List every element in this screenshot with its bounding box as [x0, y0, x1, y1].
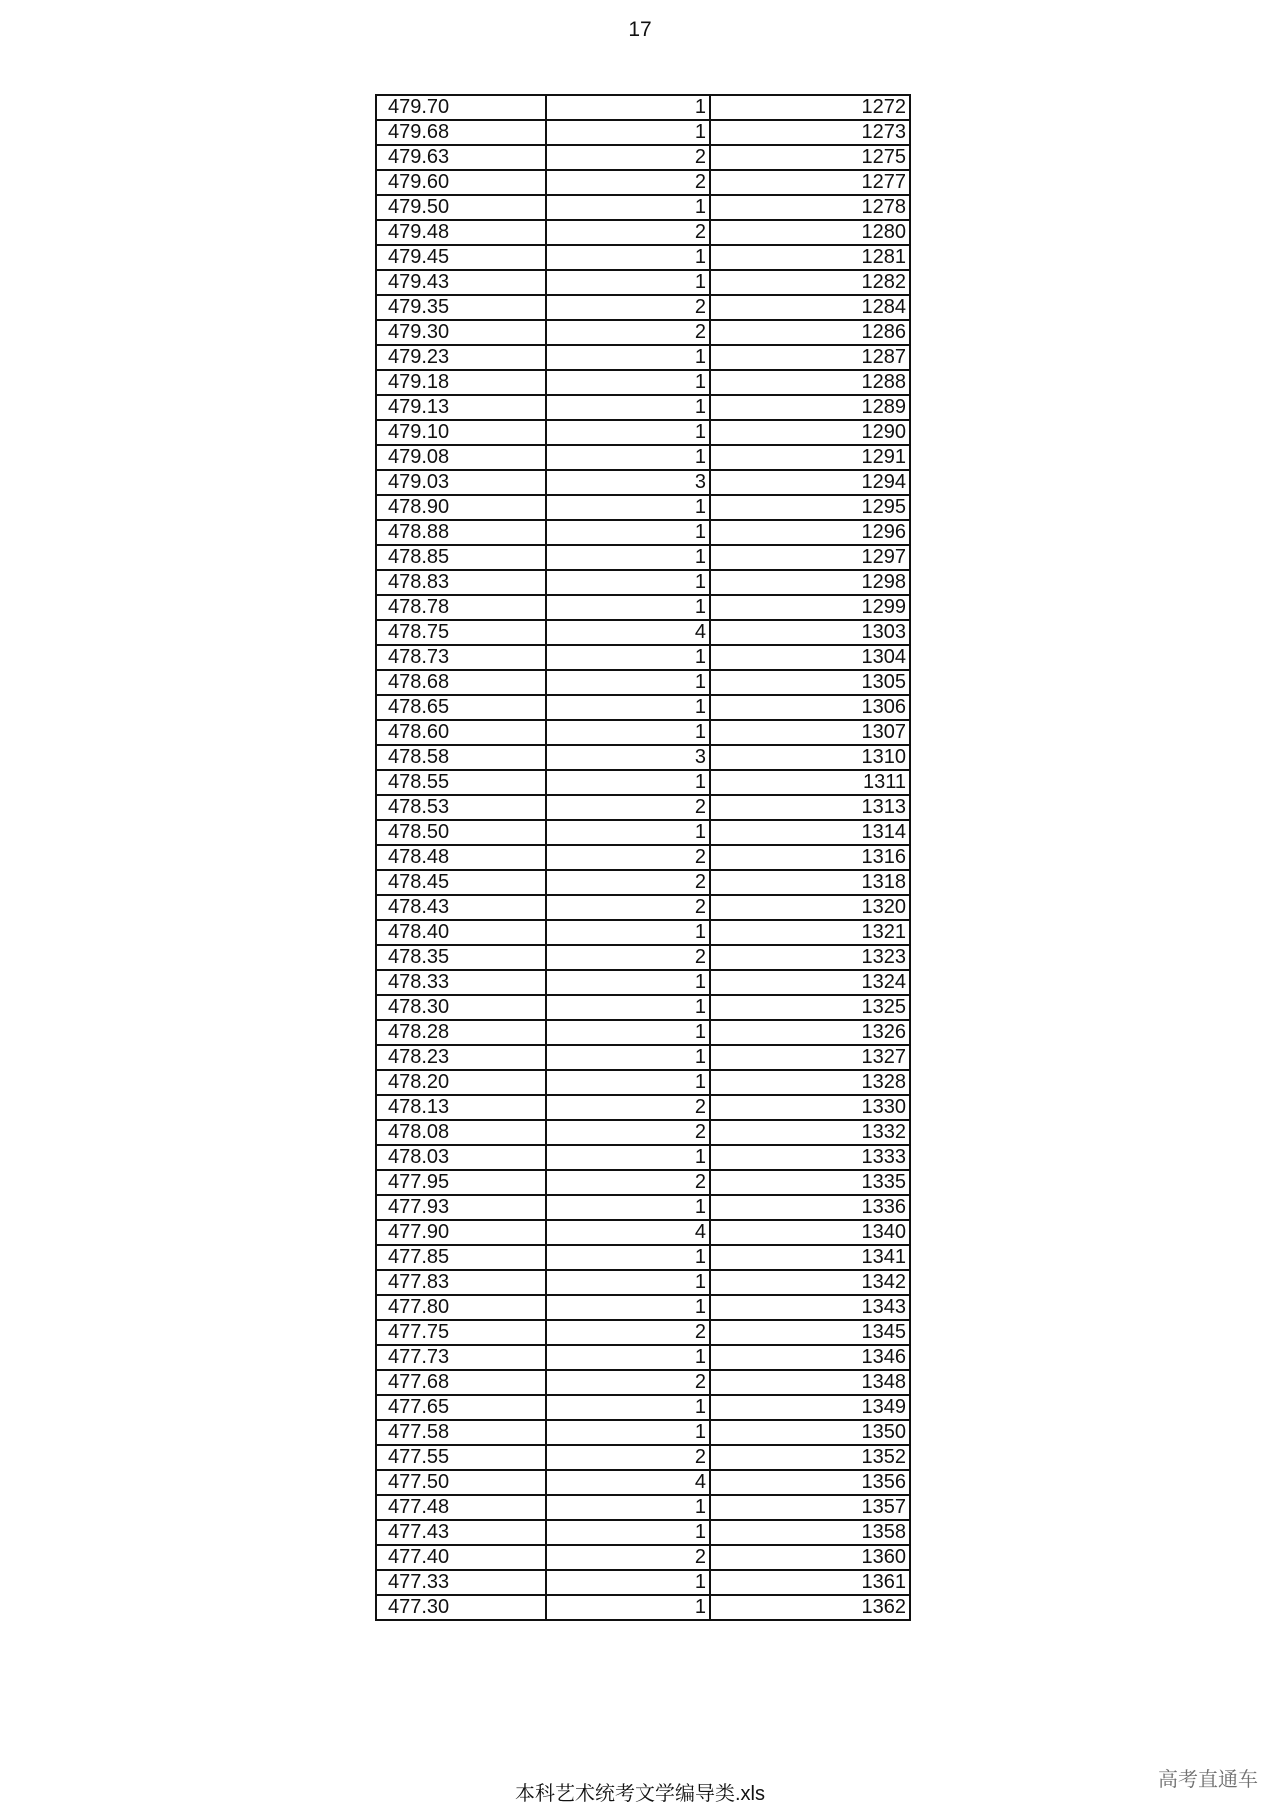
table-row: [376, 1295, 910, 1320]
cumulative-cell: 1287: [710, 345, 910, 370]
count-cell: 1: [546, 245, 710, 270]
score-cell: 477.93: [376, 1195, 546, 1220]
score-cell: 477.50: [376, 1470, 546, 1495]
score-cell: 478.73: [376, 645, 546, 670]
score-cell: 478.23: [376, 1045, 546, 1070]
table-row: [376, 1270, 910, 1295]
score-cell: 479.18: [376, 370, 546, 395]
table-row: [376, 995, 910, 1020]
count-cell: 1: [546, 195, 710, 220]
count-cell: 1: [546, 1245, 710, 1270]
score-cell: 478.43: [376, 895, 546, 920]
count-cell: 1: [546, 995, 710, 1020]
score-cell: 477.83: [376, 1270, 546, 1295]
table-row: [376, 970, 910, 995]
table-row: [376, 1470, 910, 1495]
table-row: [376, 220, 910, 245]
cumulative-cell: 1348: [710, 1370, 910, 1395]
cumulative-cell: 1298: [710, 570, 910, 595]
count-cell: 4: [546, 1220, 710, 1245]
cumulative-cell: 1280: [710, 220, 910, 245]
cumulative-cell: 1330: [710, 1095, 910, 1120]
count-cell: 1: [546, 770, 710, 795]
table-row: [376, 495, 910, 520]
table-row: [376, 145, 910, 170]
count-cell: 1: [546, 120, 710, 145]
table-row: [376, 745, 910, 770]
score-cell: 479.68: [376, 120, 546, 145]
table-row: [376, 1045, 910, 1070]
cumulative-cell: 1291: [710, 445, 910, 470]
count-cell: 1: [546, 570, 710, 595]
cumulative-cell: 1335: [710, 1170, 910, 1195]
cumulative-cell: 1360: [710, 1545, 910, 1570]
score-cell: 478.88: [376, 520, 546, 545]
score-cell: 478.83: [376, 570, 546, 595]
cumulative-cell: 1362: [710, 1595, 910, 1620]
count-cell: 2: [546, 145, 710, 170]
score-cell: 477.48: [376, 1495, 546, 1520]
count-cell: 2: [546, 795, 710, 820]
count-cell: 1: [546, 1145, 710, 1170]
cumulative-cell: 1314: [710, 820, 910, 845]
page-number: 17: [628, 18, 652, 41]
count-cell: 1: [546, 370, 710, 395]
count-cell: 1: [546, 670, 710, 695]
score-cell: 478.13: [376, 1095, 546, 1120]
table-row: [376, 345, 910, 370]
table-row: [376, 1095, 910, 1120]
count-cell: 1: [546, 395, 710, 420]
score-cell: 478.68: [376, 670, 546, 695]
cumulative-cell: 1303: [710, 620, 910, 645]
cumulative-cell: 1278: [710, 195, 910, 220]
score-cell: 478.28: [376, 1020, 546, 1045]
count-cell: 1: [546, 720, 710, 745]
count-cell: 1: [546, 420, 710, 445]
cumulative-cell: 1277: [710, 170, 910, 195]
count-cell: 3: [546, 470, 710, 495]
cumulative-cell: 1297: [710, 545, 910, 570]
table-row: [376, 170, 910, 195]
cumulative-cell: 1281: [710, 245, 910, 270]
cumulative-cell: 1342: [710, 1270, 910, 1295]
table-row: [376, 320, 910, 345]
cumulative-cell: 1343: [710, 1295, 910, 1320]
table-row: [376, 1320, 910, 1345]
table-row: [376, 470, 910, 495]
cumulative-cell: 1318: [710, 870, 910, 895]
score-cell: 479.63: [376, 145, 546, 170]
score-table-body: [376, 95, 910, 1620]
cumulative-cell: 1328: [710, 1070, 910, 1095]
table-row: [376, 195, 910, 220]
cumulative-cell: 1321: [710, 920, 910, 945]
score-cell: 478.58: [376, 745, 546, 770]
watermark-text: 高考直通车: [1158, 1769, 1258, 1791]
table-row: [376, 1545, 910, 1570]
cumulative-cell: 1356: [710, 1470, 910, 1495]
table-row: [376, 420, 910, 445]
table-row: [376, 520, 910, 545]
cumulative-cell: 1307: [710, 720, 910, 745]
count-cell: 2: [546, 295, 710, 320]
count-cell: 1: [546, 1495, 710, 1520]
score-cell: 477.55: [376, 1445, 546, 1470]
score-cell: 479.60: [376, 170, 546, 195]
cumulative-cell: 1288: [710, 370, 910, 395]
table-row: [376, 1395, 910, 1420]
score-cell: 479.30: [376, 320, 546, 345]
table-row: [376, 1070, 910, 1095]
count-cell: 2: [546, 945, 710, 970]
score-cell: 479.43: [376, 270, 546, 295]
table-row: [376, 595, 910, 620]
cumulative-cell: 1295: [710, 495, 910, 520]
cumulative-cell: 1304: [710, 645, 910, 670]
table-row: [376, 720, 910, 745]
count-cell: 1: [546, 520, 710, 545]
count-cell: 2: [546, 170, 710, 195]
cumulative-cell: 1311: [710, 770, 910, 795]
score-cell: 479.35: [376, 295, 546, 320]
score-cell: 477.75: [376, 1320, 546, 1345]
count-cell: 1: [546, 820, 710, 845]
cumulative-cell: 1299: [710, 595, 910, 620]
cumulative-cell: 1340: [710, 1220, 910, 1245]
count-cell: 1: [546, 270, 710, 295]
cumulative-cell: 1346: [710, 1345, 910, 1370]
score-cell: 477.90: [376, 1220, 546, 1245]
cumulative-cell: 1272: [710, 95, 910, 120]
score-cell: 478.45: [376, 870, 546, 895]
table-row: [376, 820, 910, 845]
table-row: [376, 1445, 910, 1470]
count-cell: 1: [546, 1020, 710, 1045]
count-cell: 1: [546, 1045, 710, 1070]
table-row: [376, 1145, 910, 1170]
count-cell: 2: [546, 1320, 710, 1345]
table-row: [376, 1520, 910, 1545]
cumulative-cell: 1290: [710, 420, 910, 445]
score-cell: 478.03: [376, 1145, 546, 1170]
cumulative-cell: 1320: [710, 895, 910, 920]
count-cell: 1: [546, 1345, 710, 1370]
table-row: [376, 620, 910, 645]
count-cell: 1: [546, 970, 710, 995]
cumulative-cell: 1327: [710, 1045, 910, 1070]
table-row: [376, 1420, 910, 1445]
table-row: [376, 270, 910, 295]
table-row: [376, 245, 910, 270]
count-cell: 1: [546, 95, 710, 120]
cumulative-cell: 1352: [710, 1445, 910, 1470]
score-cell: 477.65: [376, 1395, 546, 1420]
score-cell: 477.33: [376, 1570, 546, 1595]
score-cell: 477.85: [376, 1245, 546, 1270]
score-cell: 478.60: [376, 720, 546, 745]
count-cell: 1: [546, 1595, 710, 1620]
table-row: [376, 1245, 910, 1270]
score-cell: 479.50: [376, 195, 546, 220]
cumulative-cell: 1294: [710, 470, 910, 495]
count-cell: 1: [546, 445, 710, 470]
cumulative-cell: 1326: [710, 1020, 910, 1045]
count-cell: 2: [546, 220, 710, 245]
score-cell: 478.78: [376, 595, 546, 620]
table-row: [376, 370, 910, 395]
count-cell: 2: [546, 1445, 710, 1470]
score-cell: 479.70: [376, 95, 546, 120]
table-row: [376, 1120, 910, 1145]
cumulative-cell: 1325: [710, 995, 910, 1020]
count-cell: 1: [546, 545, 710, 570]
score-cell: 478.90: [376, 495, 546, 520]
footer-filename: 本科艺术统考文学编导类.xls: [515, 1783, 765, 1805]
count-cell: 2: [546, 1170, 710, 1195]
cumulative-cell: 1282: [710, 270, 910, 295]
score-cell: 478.65: [376, 695, 546, 720]
table-row: [376, 395, 910, 420]
cumulative-cell: 1296: [710, 520, 910, 545]
table-row: [376, 870, 910, 895]
table-row: [376, 795, 910, 820]
score-cell: 478.08: [376, 1120, 546, 1145]
table-row: [376, 1495, 910, 1520]
score-cell: 479.48: [376, 220, 546, 245]
table-row: [376, 1195, 910, 1220]
count-cell: 4: [546, 1470, 710, 1495]
score-cell: 477.58: [376, 1420, 546, 1445]
score-cell: 479.23: [376, 345, 546, 370]
score-cell: 478.53: [376, 795, 546, 820]
cumulative-cell: 1358: [710, 1520, 910, 1545]
cumulative-cell: 1333: [710, 1145, 910, 1170]
cumulative-cell: 1349: [710, 1395, 910, 1420]
count-cell: 2: [546, 1120, 710, 1145]
score-cell: 479.45: [376, 245, 546, 270]
count-cell: 3: [546, 745, 710, 770]
cumulative-cell: 1306: [710, 695, 910, 720]
count-cell: 2: [546, 895, 710, 920]
count-cell: 1: [546, 1420, 710, 1445]
count-cell: 1: [546, 1070, 710, 1095]
table-row: [376, 1345, 910, 1370]
score-cell: 478.75: [376, 620, 546, 645]
cumulative-cell: 1313: [710, 795, 910, 820]
score-table: [375, 94, 911, 1621]
cumulative-cell: 1357: [710, 1495, 910, 1520]
table-row: [376, 645, 910, 670]
count-cell: 2: [546, 1095, 710, 1120]
table-row: [376, 545, 910, 570]
cumulative-cell: 1273: [710, 120, 910, 145]
score-cell: 477.40: [376, 1545, 546, 1570]
table-row: [376, 1370, 910, 1395]
score-cell: 478.55: [376, 770, 546, 795]
table-row: [376, 695, 910, 720]
cumulative-cell: 1336: [710, 1195, 910, 1220]
score-cell: 477.30: [376, 1595, 546, 1620]
count-cell: 1: [546, 645, 710, 670]
count-cell: 2: [546, 1545, 710, 1570]
cumulative-cell: 1284: [710, 295, 910, 320]
count-cell: 1: [546, 1395, 710, 1420]
count-cell: 2: [546, 870, 710, 895]
score-cell: 478.50: [376, 820, 546, 845]
score-cell: 477.68: [376, 1370, 546, 1395]
table-row: [376, 920, 910, 945]
count-cell: 2: [546, 1370, 710, 1395]
table-row: [376, 1595, 910, 1620]
score-cell: 479.13: [376, 395, 546, 420]
score-cell: 479.03: [376, 470, 546, 495]
count-cell: 1: [546, 1570, 710, 1595]
table-row: [376, 770, 910, 795]
cumulative-cell: 1332: [710, 1120, 910, 1145]
cumulative-cell: 1323: [710, 945, 910, 970]
score-cell: 478.30: [376, 995, 546, 1020]
table-row: [376, 445, 910, 470]
score-cell: 478.40: [376, 920, 546, 945]
score-cell: 478.33: [376, 970, 546, 995]
score-cell: 478.20: [376, 1070, 546, 1095]
table-row: [376, 670, 910, 695]
count-cell: 2: [546, 845, 710, 870]
score-cell: 477.73: [376, 1345, 546, 1370]
score-cell: 478.48: [376, 845, 546, 870]
cumulative-cell: 1341: [710, 1245, 910, 1270]
count-cell: 1: [546, 495, 710, 520]
cumulative-cell: 1275: [710, 145, 910, 170]
score-cell: 478.35: [376, 945, 546, 970]
count-cell: 1: [546, 345, 710, 370]
count-cell: 2: [546, 320, 710, 345]
table-row: [376, 1020, 910, 1045]
score-cell: 478.85: [376, 545, 546, 570]
count-cell: 4: [546, 620, 710, 645]
score-cell: 479.08: [376, 445, 546, 470]
count-cell: 1: [546, 920, 710, 945]
cumulative-cell: 1316: [710, 845, 910, 870]
cumulative-cell: 1305: [710, 670, 910, 695]
table-row: [376, 895, 910, 920]
cumulative-cell: 1289: [710, 395, 910, 420]
table-row: [376, 1170, 910, 1195]
table-row: [376, 845, 910, 870]
score-cell: 479.10: [376, 420, 546, 445]
count-cell: 1: [546, 1295, 710, 1320]
score-cell: 477.80: [376, 1295, 546, 1320]
count-cell: 1: [546, 695, 710, 720]
table-row: [376, 120, 910, 145]
cumulative-cell: 1310: [710, 745, 910, 770]
cumulative-cell: 1361: [710, 1570, 910, 1595]
count-cell: 1: [546, 1270, 710, 1295]
cumulative-cell: 1350: [710, 1420, 910, 1445]
table-row: [376, 945, 910, 970]
score-cell: 477.95: [376, 1170, 546, 1195]
table-row: [376, 1570, 910, 1595]
count-cell: 1: [546, 1520, 710, 1545]
table-row: [376, 1220, 910, 1245]
count-cell: 1: [546, 595, 710, 620]
table-row: [376, 570, 910, 595]
table-row: [376, 295, 910, 320]
score-cell: 477.43: [376, 1520, 546, 1545]
cumulative-cell: 1286: [710, 320, 910, 345]
cumulative-cell: 1324: [710, 970, 910, 995]
table-row: [376, 95, 910, 120]
count-cell: 1: [546, 1195, 710, 1220]
cumulative-cell: 1345: [710, 1320, 910, 1345]
